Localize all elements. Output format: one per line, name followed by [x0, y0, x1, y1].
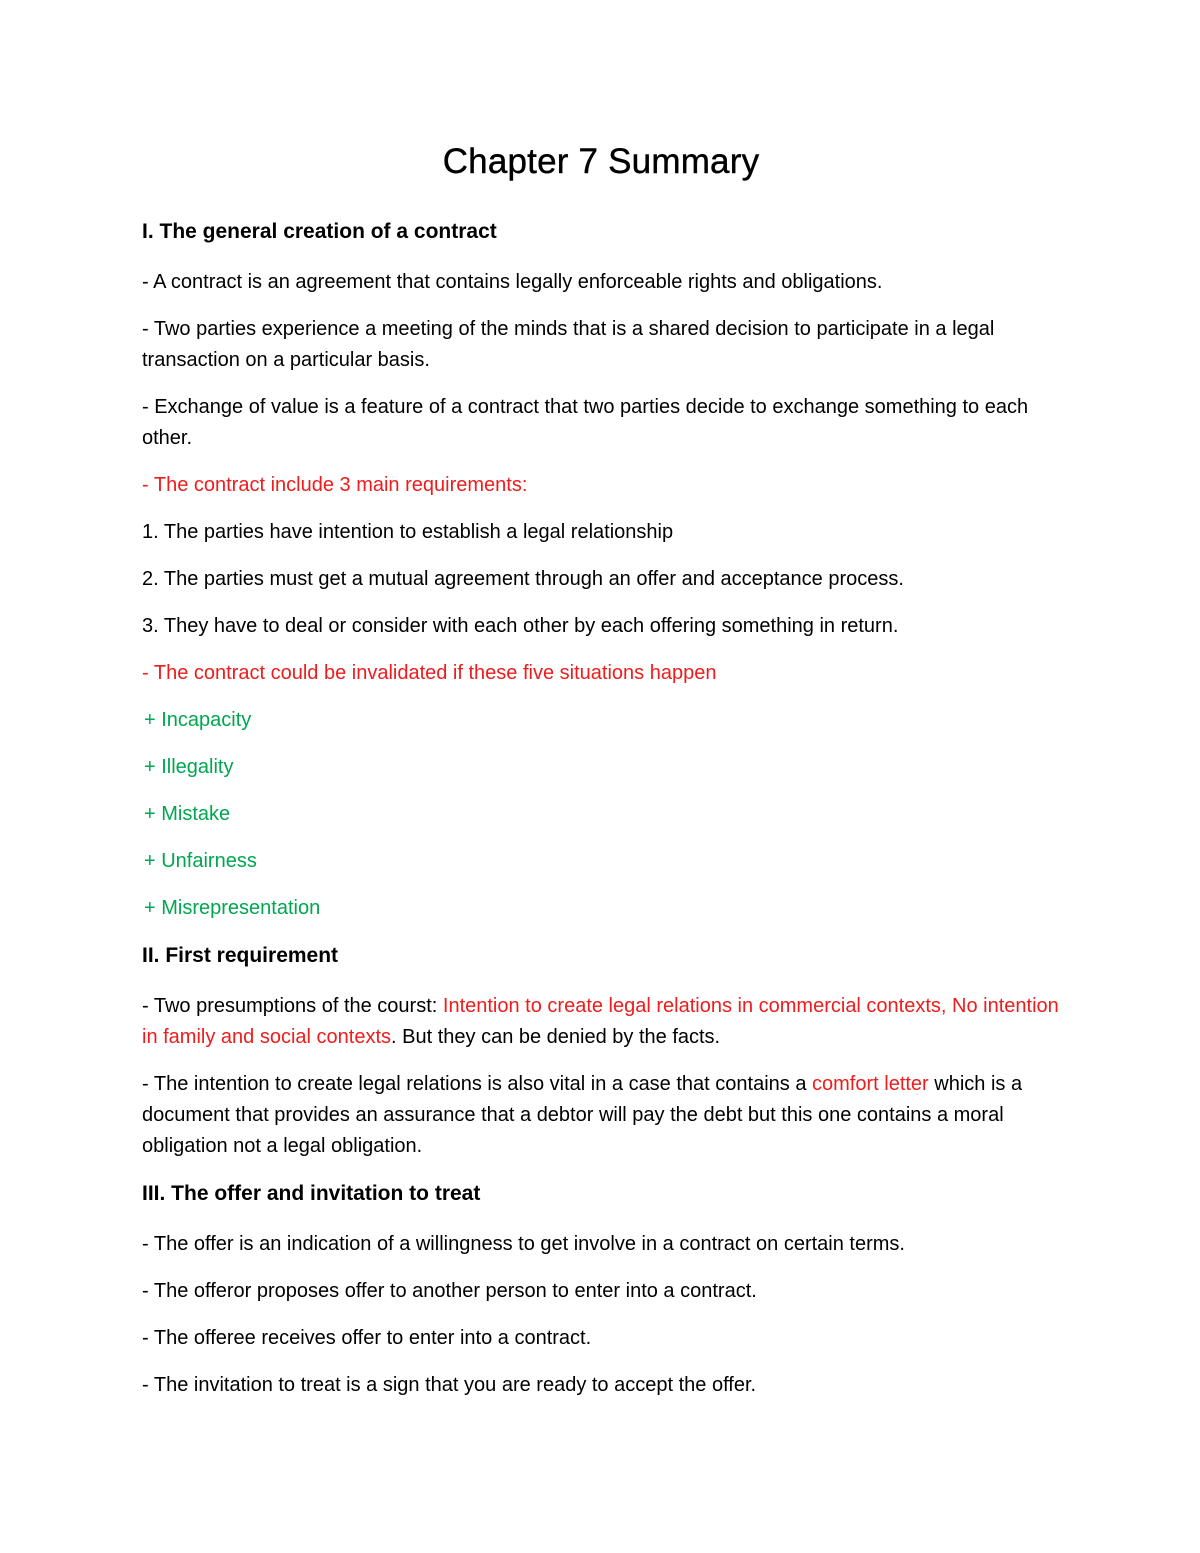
- situation-incapacity: + Incapacity: [144, 709, 252, 731]
- situation-misrepresentation: + Misrepresentation: [144, 897, 321, 919]
- requirement-1: 1. The parties have intention to establish a legal relationship: [142, 521, 674, 543]
- presumptions-suffix: . But they can be denied by the facts.: [391, 1026, 721, 1048]
- section-3-paragraph-2: - The offeror proposes offer to another person to enter into a contract.: [142, 1280, 757, 1302]
- presumptions-prefix: - Two presumptions of the courst:: [142, 995, 443, 1017]
- situation-mistake: + Mistake: [144, 803, 231, 825]
- section-3-paragraph-3: - The offeree receives offer to enter into a contract.: [142, 1327, 592, 1349]
- section-1-paragraph-1: - A contract is an agreement that contains legally enforceable rights and obligations.: [142, 271, 883, 293]
- comfort-letter-suffix: which is a document that provides an assurance that a debtor will pay the debt but this one contains a moral obligation not a legal obligation.: [142, 1073, 1023, 1157]
- comfort-letter-prefix: - The intention to create legal relations is also vital in a case that contains a: [142, 1073, 813, 1095]
- section-1-heading: I. The general creation of a contract: [142, 220, 497, 243]
- section-2-paragraph-1: [142, 991, 1060, 1053]
- section-3-paragraph-4: - The invitation to treat is a sign that you are ready to accept the offer.: [142, 1374, 757, 1396]
- section-3-heading: III. The offer and invitation to treat: [142, 1182, 481, 1205]
- requirement-3: 3. They have to deal or consider with each other by each offering something in return.: [142, 615, 899, 637]
- presumptions-highlight: Intention to create legal relations in commercial contexts, No intention in family and social contexts: [142, 995, 1059, 1048]
- section-1-paragraph-2: - Two parties experience a meeting of the minds that is a shared decision to participate in a legal transaction on a particular basis.: [142, 318, 995, 371]
- invalidation-intro-prefix: -: [142, 662, 154, 684]
- situation-unfairness: + Unfairness: [144, 850, 257, 872]
- invalidation-intro-text: The contract could be invalidated if these five situations happen: [153, 662, 717, 684]
- document-title: Chapter 7 Summary: [442, 142, 760, 181]
- invalidation-intro: [142, 658, 1060, 689]
- section-1-paragraph-3: - Exchange of value is a feature of a contract that two parties decide to exchange something to each other.: [142, 396, 1029, 449]
- requirement-2: 2. The parties must get a mutual agreement through an offer and acceptance process.: [142, 568, 904, 590]
- section-2-paragraph-2: [142, 1069, 1060, 1162]
- comfort-letter-highlight: comfort letter: [812, 1073, 929, 1095]
- requirements-intro-prefix: -: [142, 474, 154, 496]
- section-3-paragraph-1: - The offer is an indication of a willingness to get involve in a contract on certain terms.: [142, 1233, 905, 1255]
- requirements-intro-text: The contract include 3 main requirements:: [153, 474, 528, 496]
- requirements-intro: [142, 470, 1060, 501]
- situation-illegality: + Illegality: [144, 756, 234, 778]
- section-2-heading: II. First requirement: [142, 944, 339, 967]
